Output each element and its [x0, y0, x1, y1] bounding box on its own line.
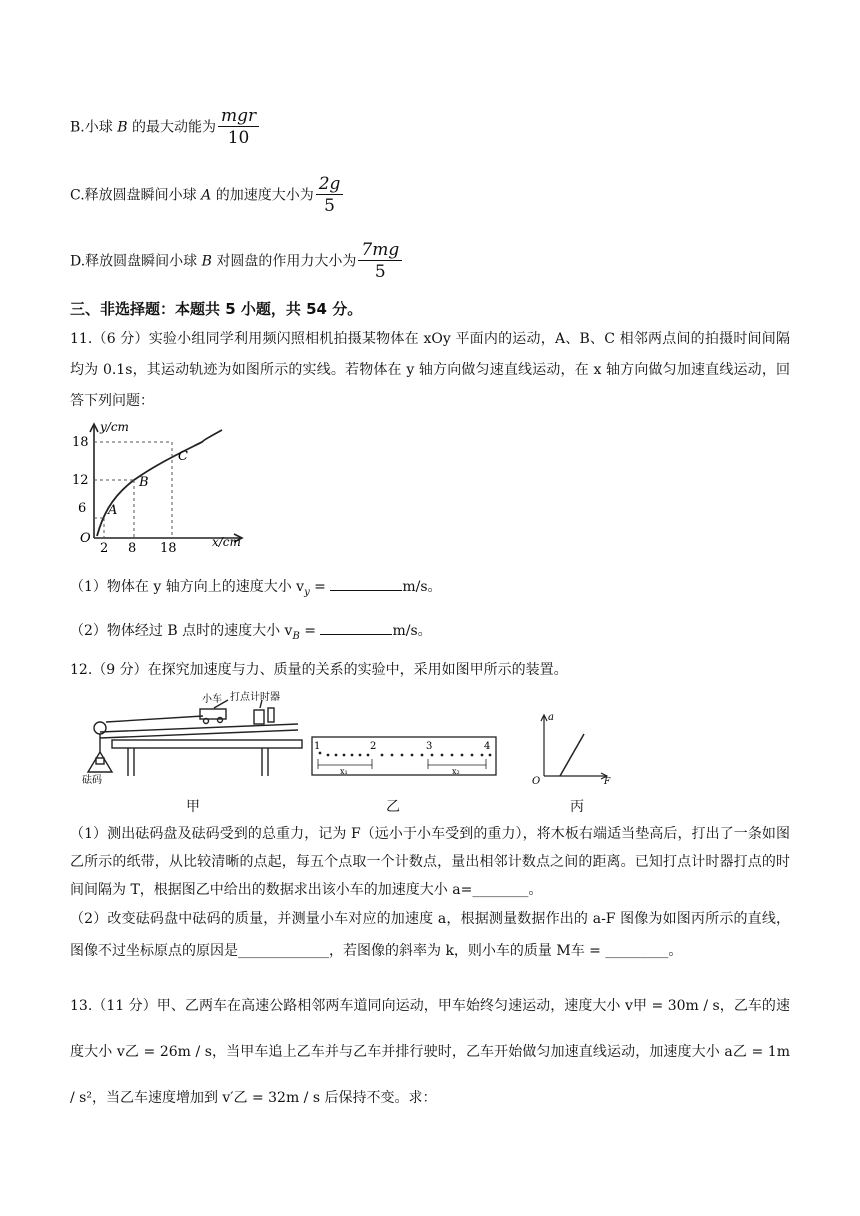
q11-sub2-eq: = [299, 623, 321, 639]
section-title: 三、非选择题：本题共 5 小题，共 54 分。 [70, 300, 363, 318]
tape-point-1: 1 [314, 741, 321, 752]
q12-stem: 12.（9 分）在探究加速度与力、质量的关系的实验中，采用如图甲所示的装置。 [70, 662, 568, 678]
option-b-prefix: B.小球 [70, 119, 118, 136]
graph-y-tick-18: 18 [72, 435, 89, 450]
q11-sub1-sub: y [304, 586, 310, 598]
q11-sub1-blank [330, 576, 402, 591]
option-c-den: 5 [324, 196, 335, 216]
tape-point-3: 3 [426, 741, 433, 752]
option-b-num: mgr [218, 106, 259, 127]
label-timer: 打点计时器 [230, 692, 280, 703]
q11-sub2-blank [320, 620, 392, 635]
graph-point-c: C [178, 449, 188, 464]
tape-x2: x₂ [452, 767, 460, 776]
option-c [70, 174, 343, 217]
option-d-text: 对圆盘的作用力大小为 [211, 253, 357, 270]
q12-tape-figure [310, 733, 500, 779]
graph-point-b: B [139, 475, 149, 490]
graph-origin: O [80, 531, 91, 546]
graph-y-label: y/cm [100, 420, 129, 434]
q12-apparatus-figure [78, 690, 303, 785]
q11-sub1 [70, 576, 442, 598]
option-b-var: B [117, 119, 128, 136]
graph-point-a: A [108, 503, 118, 518]
label-cart: 小车 [202, 694, 222, 705]
option-c-var: A [201, 187, 212, 204]
caption-bing: 丙 [570, 799, 584, 815]
graph-x-tick-18: 18 [160, 541, 177, 554]
option-c-text: 的加速度大小为 [211, 187, 314, 204]
option-d-var: B [201, 253, 212, 270]
af-axis-a: a [548, 712, 554, 723]
option-d-fraction [358, 240, 402, 283]
graph-y-tick-6: 6 [78, 501, 87, 516]
option-b-den: 10 [227, 128, 250, 148]
option-b-fraction [218, 106, 259, 149]
q11-sub1-label: （1）物体在 y 轴方向上的速度大小 v [70, 579, 305, 595]
q11-sub1-eq: = [309, 579, 331, 595]
option-d-num: 7mg [358, 240, 402, 261]
q13-text: 13.（11 分）甲、乙两车在高速公路相邻两车道同向运动，甲车始终匀速运动，速度大小 v甲 = 30m / s，乙车的速度大小 v乙 = 26m / s，当甲车追上乙车并与乙车并排行驶时，乙车开始做匀加速直线运动，加速度大小 a乙 = 1m / s²，当乙车速度增加到 v′乙 = 32m / s 后保持不变。求： [70, 998, 790, 1106]
q11-sub2-sub: B [292, 630, 300, 642]
graph-x-label: x/cm [212, 535, 241, 549]
af-origin: O [532, 776, 541, 786]
q11-sub1-unit: m/s。 [402, 579, 442, 595]
option-c-fraction [316, 174, 344, 217]
af-axis-f: F [604, 777, 611, 786]
caption-jia: 甲 [186, 799, 200, 815]
option-d-prefix: D.释放圆盘瞬间小球 [70, 253, 202, 270]
q11-trajectory-graph [64, 418, 254, 554]
q11-stem: 11.（6 分）实验小组同学利用频闪照相机拍摄某物体在 xOy 平面内的运动，A、B、C 相邻两点间的拍摄时间间隔均为 0.1s，其运动轨迹为如图所示的实线。若物体在 y 轴方向做匀速直线运动，在 x 轴方向做匀加速直线运动，回答下列问题： [70, 331, 790, 409]
graph-x-tick-2: 2 [100, 541, 109, 554]
q12-sub2: （2）改变砝码盘中砝码的质量，并测量小车对应的加速度 a，根据测量数据作出的 a-F 图像为如图丙所示的直线，图像不过坐标原点的原因是_____________，若图像的斜率为 k，则小车的质量 M车 = _________。 [70, 911, 790, 959]
caption-yi: 乙 [386, 799, 400, 815]
option-c-num: 2g [316, 174, 344, 195]
q12-sub1: （1）测出砝码盘及砝码受到的总重力，记为 F（远小于小车受到的重力），将木板右端适当垫高后，打出了一条如图乙所示的纸带，从比较清晰的点起，每五个点取一个计数点，量出相邻计数点之间的距离。已知打点计时器打点的时间间隔为 T，根据图乙中给出的数据求出该小车的加速度大小 a=________。 [70, 826, 790, 898]
q12-af-graph [530, 710, 620, 786]
graph-x-tick-8: 8 [128, 541, 137, 554]
tape-point-4: 4 [484, 741, 491, 752]
option-b [70, 106, 259, 149]
tape-point-2: 2 [370, 741, 377, 752]
label-weights: 砝码 [82, 775, 102, 785]
option-d-den: 5 [374, 262, 386, 282]
option-b-text: 的最大动能为 [127, 119, 216, 136]
tape-x1: x₁ [340, 767, 348, 776]
q11-sub2-label: （2）物体经过 B 点时的速度大小 v [70, 623, 293, 639]
q11-sub2-unit: m/s。 [392, 623, 432, 639]
option-d [70, 240, 402, 283]
option-c-prefix: C.释放圆盘瞬间小球 [70, 187, 202, 204]
graph-y-tick-12: 12 [72, 473, 89, 488]
q11-sub2 [70, 620, 432, 642]
